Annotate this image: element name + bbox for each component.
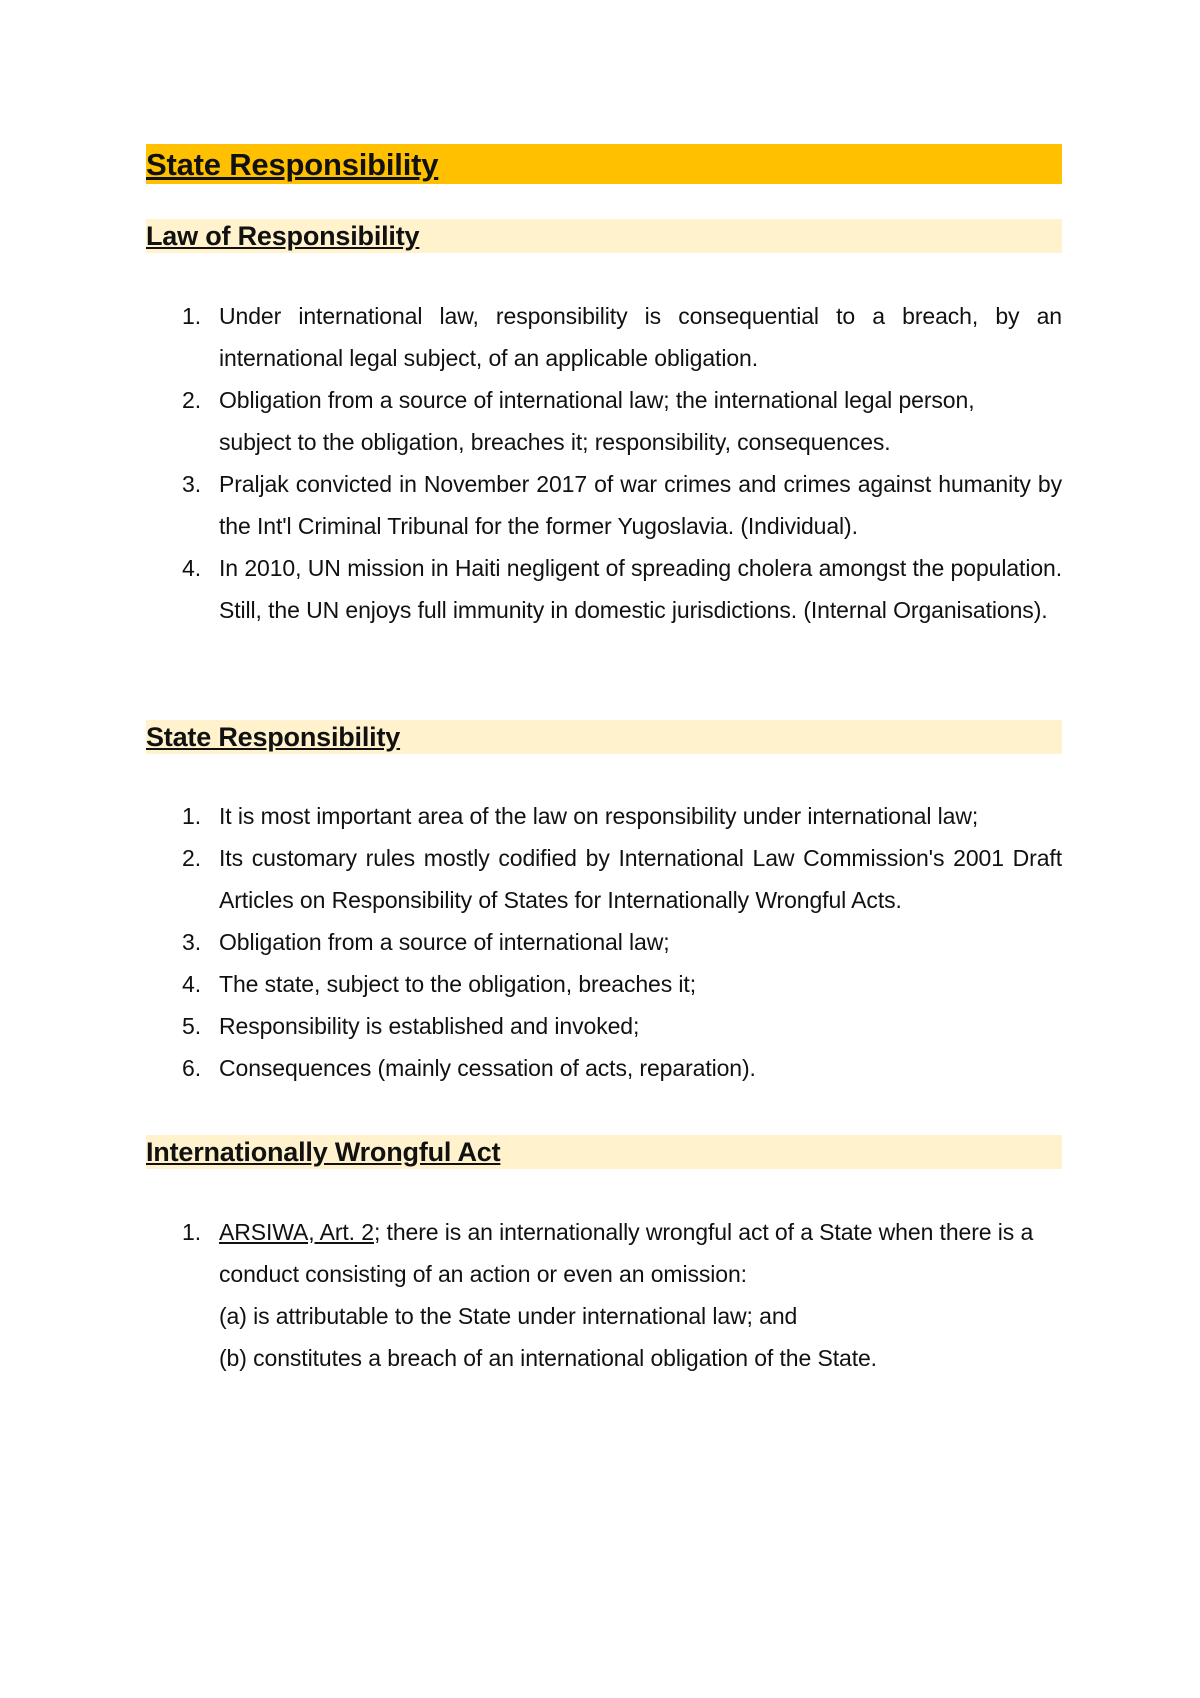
list-number: 3. [182, 929, 201, 955]
list-text: Its customary rules mostly codified by International Law Commission's 2001 Draft Articles on Responsibility of States for Internationally Wrongful Acts. [219, 845, 1062, 913]
list-item [146, 295, 1062, 379]
list-text: Under international law, responsibility is consequential to a breach, by an international legal subject, of an applicable obligation. [219, 303, 1062, 371]
list-text: Consequences (mainly cessation of acts, reparation). [219, 1055, 756, 1081]
numbered-list [146, 295, 1062, 631]
list-number: 2. [182, 845, 201, 871]
section-heading: Internationally Wrongful Act [146, 1137, 501, 1167]
section-heading: Law of Responsibility [146, 221, 420, 251]
section-heading: State Responsibility [146, 722, 401, 752]
list-text: Obligation from a source of international law; [219, 929, 670, 955]
section-heading-bar [146, 720, 1062, 754]
document-title: State Responsibility [146, 147, 439, 182]
list-item [146, 463, 1062, 547]
list-item [146, 837, 1062, 921]
list-text: Obligation from a source of international law; the international legal person, subject to the obligation, breaches it; responsibility, consequences. [219, 387, 975, 455]
list-number: 1. [182, 303, 201, 329]
list-number: 1. [182, 1219, 201, 1245]
section-heading-bar [146, 1135, 1062, 1169]
list-text: Responsibility is established and invoked; [219, 1013, 640, 1039]
list-text: Praljak convicted in November 2017 of war crimes and crimes against humanity by the Int'l Criminal Tribunal for the former Yugoslavia. (Individual). [219, 471, 1062, 539]
list-item [146, 921, 1062, 963]
document-title-bar [146, 144, 1062, 184]
section-heading-bar [146, 219, 1062, 253]
list-text [219, 1211, 1047, 1295]
list-item [146, 963, 1062, 1005]
list-text-body: ; there is an internationally wrongful act of a State when there is a conduct consisting of an action or even an omission: [219, 1219, 1034, 1287]
list-number: 2. [182, 387, 201, 413]
list-text: The state, subject to the obligation, breaches it; [219, 971, 697, 997]
list-number: 3. [182, 471, 201, 497]
list-number: 6. [182, 1055, 201, 1081]
list-number: 1. [182, 803, 201, 829]
numbered-list [146, 1211, 1062, 1379]
list-item [146, 1005, 1062, 1047]
list-number: 4. [182, 555, 201, 581]
list-number: 4. [182, 971, 201, 997]
numbered-list [146, 795, 1062, 1089]
list-item [146, 1211, 1062, 1379]
arsiwa-article-link[interactable]: ARSIWA, Art. 2 [219, 1219, 374, 1245]
list-item [146, 547, 1062, 631]
sub-item-b: (b) constitutes a breach of an international obligation of the State. [219, 1345, 877, 1371]
list-item [146, 379, 1062, 463]
sub-item-a: (a) is attributable to the State under international law; and [219, 1303, 798, 1329]
list-text: In 2010, UN mission in Haiti negligent of spreading cholera amongst the population. Still, the UN enjoys full immunity in domestic jurisdictions. (Internal Organisations). [219, 555, 1062, 623]
list-item [146, 1047, 1062, 1089]
list-item [146, 795, 1062, 837]
list-number: 5. [182, 1013, 201, 1039]
list-text: It is most important area of the law on responsibility under international law; [219, 803, 979, 829]
